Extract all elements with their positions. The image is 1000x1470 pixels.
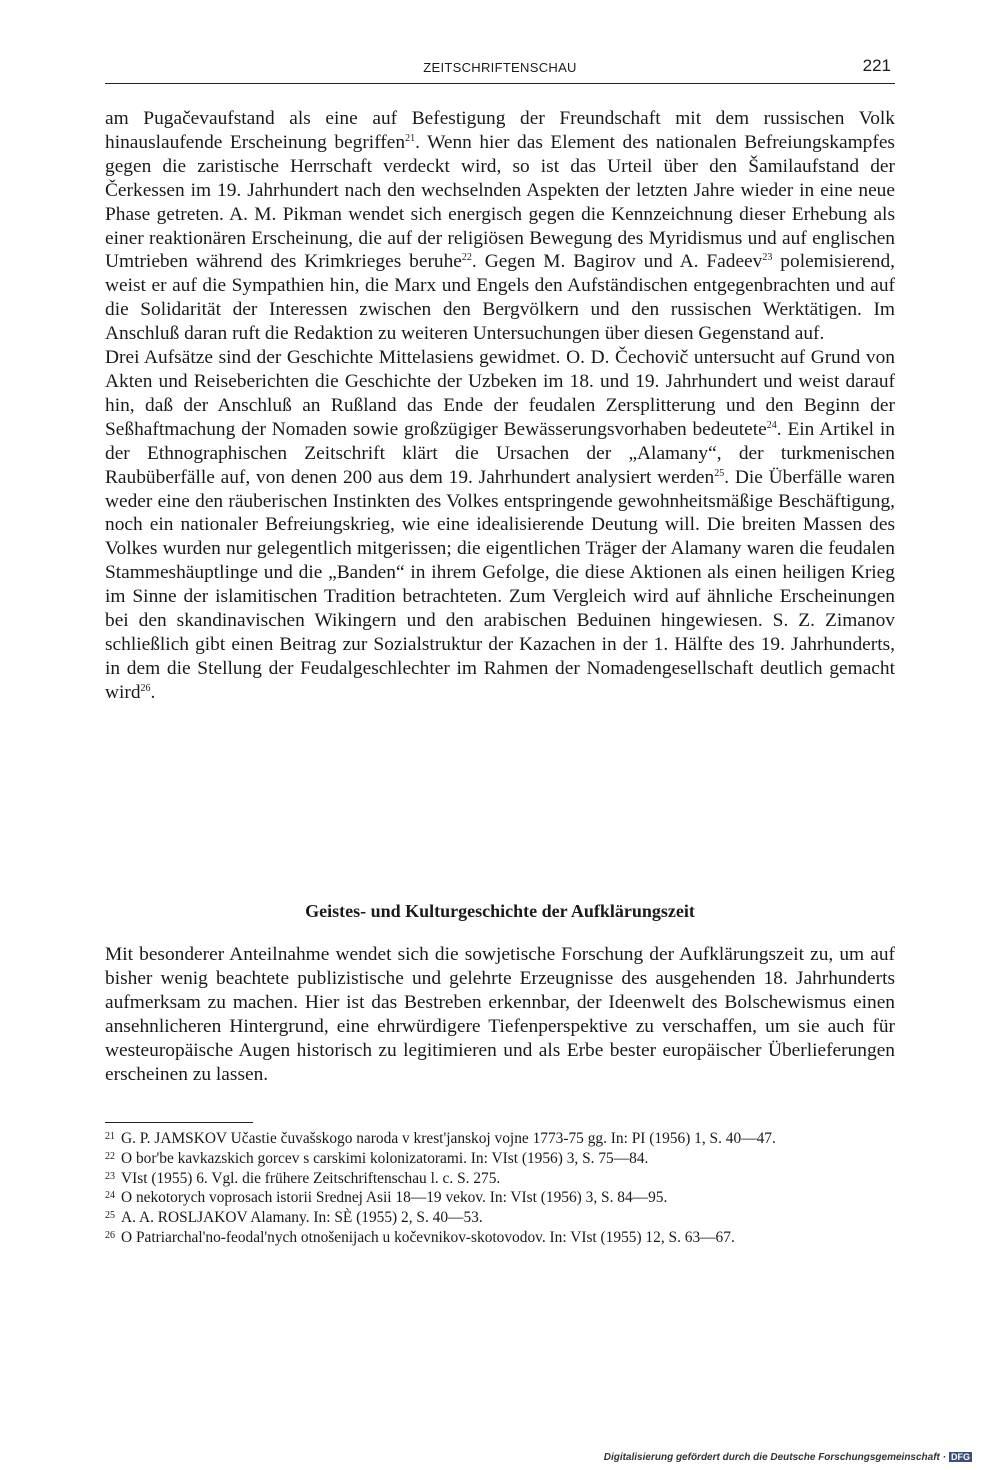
- footnotes: [105, 1128, 900, 1247]
- text-run: Drei Aufsätze sind der Geschichte Mittelasiens gewidmet. O. D. Čechovič untersucht auf Grund von Akten und Reiseberichten die Geschichte der Uzbeken im 18. und 19. Jahrhundert und weist darauf hin, daß der Anschluß an Rußland das Ende der feudalen Zersplitterung und den Beginn der Seßhaftmachung der Nomaden sowie großzügiger Bewässerungsvorhaben bedeutete: [105, 347, 895, 440]
- paragraph: [105, 346, 895, 705]
- footnote-text: O nekotorych voprosach istorii Srednej Asii 18—19 vekov. In: VIst (1956) 3, S. 84—95.: [121, 1189, 668, 1207]
- footnote-text: O Patriarchal'no-feodal'nych otnošenijach u kočevnikov-skotovodov. In: VIst (1955) 12, S. 63—67.: [121, 1228, 735, 1246]
- footnote-number: 25: [105, 1210, 115, 1222]
- footnote-number: 22: [105, 1150, 115, 1162]
- footnote-rule: [105, 1122, 253, 1123]
- footnote: [105, 1187, 900, 1207]
- footnote-ref[interactable]: 21: [405, 132, 416, 144]
- footnote-ref[interactable]: 25: [714, 467, 725, 479]
- footnote: [105, 1168, 900, 1188]
- footnote-text: A. A. ROSLJAKOV Alamany. In: SÈ (1955) 2, S. 40—53.: [121, 1209, 483, 1227]
- text-run: . Gegen M. Bagirov und A. Fadeev: [471, 251, 763, 273]
- footnote: [105, 1207, 900, 1227]
- digitization-credit: [604, 1452, 972, 1463]
- text-run: . Wenn hier das Element des nationalen Befreiungskampfes gegen die zaristische Herrschaft verdeckt wird, so ist das Urteil über den Šamilaufstand der Čerkessen im 19. Jahrhundert nach den wechselnden Aspekten der letzten Jahre wieder in eine neue Phase getreten. A. M. Pikman wendet sich energisch gegen die Kennzeichnung dieser Erhebung als einer reaktionären Erscheinung, die auf der religiösen Bewegung des Myridismus und auf englischen Umtrieben während des Krimkrieges beruhe: [105, 131, 895, 273]
- page-header: [105, 58, 895, 82]
- footnote-ref[interactable]: 22: [461, 252, 472, 264]
- body-text: [105, 107, 895, 705]
- text-run: am Pugačevaufstand als eine auf Befestigung der Freundschaft mit dem russischen Volk hinauslaufende Erscheinung begriffen: [105, 108, 895, 153]
- footnote-text: VIst (1955) 6. Vgl. die frühere Zeitschriftenschau l. c. S. 275.: [121, 1169, 501, 1187]
- section-text: [105, 943, 895, 1086]
- paragraph: [105, 107, 895, 346]
- text-run: polemisierend, weist er auf die Sympathien hin, die Marx und Engels den Aufständischen entgegenbrachten und auf die Solidarität der Interessen zwischen den Bergvölkern und den russischen Werktätigen. Im Anschluß daran ruft die Redaktion zu weiteren Untersuchungen über diesen Gegenstand auf.: [105, 251, 895, 345]
- footnote-text: O bor'be kavkazskich gorcev s carskimi kolonizatorami. In: VIst (1956) 3, S. 75—84.: [121, 1149, 649, 1167]
- text-run: . Ein Artikel in der Ethnographischen Zeitschrift klärt die Ursachen der „Alamany“, der turkmenischen Raubüberfälle auf, von denen 200 aus dem 19. Jahrhundert analysiert werden: [105, 418, 895, 488]
- footnote: [105, 1148, 900, 1168]
- text-run: .: [150, 681, 156, 703]
- footnote-ref[interactable]: 26: [140, 682, 151, 694]
- header-rule: [105, 83, 895, 84]
- section-heading: Geistes- und Kulturgeschichte der Aufklärungszeit: [305, 901, 695, 921]
- running-head: ZEITSCHRIFTENSCHAU: [423, 60, 577, 75]
- footnote-number: 26: [105, 1229, 115, 1241]
- credit-text: Digitalisierung gefördert durch die Deutsche Forschungsgemeinschaft ·: [603, 1452, 946, 1463]
- paragraph: Mit besonderer Anteilnahme wendet sich die sowjetische Forschung der Aufklärungszeit zu, um auf bisher wenig beachtete publizistische und gelehrte Erzeugnisse des ausgehenden 18. Jahrhunderts aufmerksam zu machen. Hier ist das Bestreben erkennbar, der Ideenwelt des Bolschewismus einen ansehnlicheren Hintergrund, eine ehrwürdigere Tiefenperspektive zu verschaffen, um sie auch für westeuropäische Augen historisch zu legitimieren und als Erbe bester europäischer Überlieferungen erscheinen zu lassen.: [105, 944, 895, 1085]
- footnote-ref[interactable]: 23: [762, 252, 773, 264]
- footnote-text: G. P. JAMSKOV Učastie čuvašskogo naroda v krest'janskoj vojne 1773-75 gg. In: PI (1956) 1, S. 40—47.: [121, 1130, 776, 1147]
- footnote-number: 23: [105, 1170, 115, 1182]
- footnote-number: 21: [105, 1131, 115, 1142]
- text-run: . Die Überfälle waren weder eine den räuberischen Instinkten des Volkes entspringende gewohnheitsmäßige Beschäftigung, noch ein nationaler Befreiungskrieg, wie eine idealisierende Deutung will. Die breiten Massen des Volkes wurden nur gelegentlich mitgerissen; die eigentlichen Träger der Alamany waren die feudalen Stammeshäuptlinge und die „Banden“ in ihrem Gefolge, die diese Aktionen als einen heiligen Krieg im Sinne der islamitischen Tradition betrachteten. Zum Vergleich wird auf ähnliche Erscheinungen bei den skandinavischen Wikingern und den arabischen Beduinen hingewiesen. S. Z. Zimanov schließlich gibt einen Beitrag zur Sozialstruktur der Kazachen in der 1. Hälfte des 19. Jahrhunderts, in dem die Stellung der Feudalgeschlechter im Rahmen der Nomadengesellschaft deutlich gemacht wird: [105, 466, 895, 703]
- footnote: [105, 1227, 900, 1247]
- footnote-number: 24: [105, 1190, 115, 1202]
- footnote-ref[interactable]: 24: [766, 419, 777, 431]
- page-number: 221: [862, 56, 891, 75]
- footnote: [105, 1128, 900, 1148]
- dfg-logo: DFG: [951, 1452, 970, 1462]
